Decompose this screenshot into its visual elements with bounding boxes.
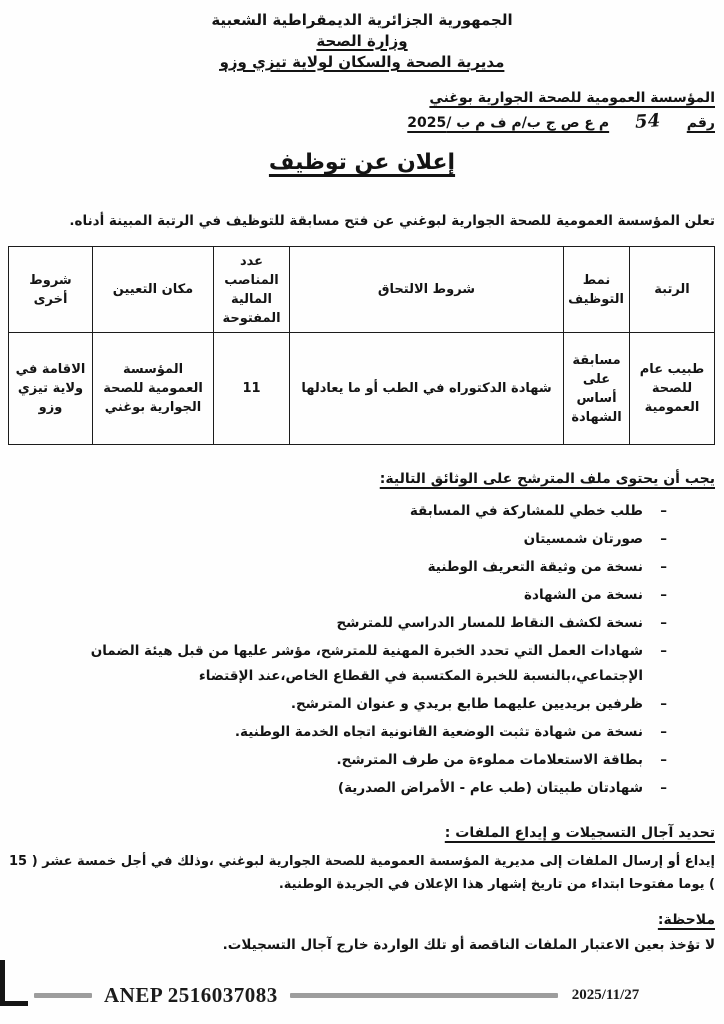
cell-other: الاقامة في ولاية تيزي وزو (9, 333, 93, 445)
list-item: – طلب خطي للمشاركة في المسابقة (9, 499, 667, 524)
list-item: – بطاقة الاستعلامات مملوءة من طرف المترشح. (9, 748, 667, 773)
list-item: – نسخة من شهادة تثبت الوضعية القانونية اتجاه الخدمة الوطنية. (9, 720, 667, 745)
scan-corner-mark-horizontal (0, 1001, 28, 1006)
list-item: – شهادات العمل التي تحدد الخبرة المهنية للمترشح، مؤشر عليها من قبل هيئة الضمان الإجتماعي،بالنسبة للخبرة المكتسبة في القطاع الخاص،عند الإقتضاء (9, 639, 667, 689)
government-header (9, 10, 715, 73)
list-item: – ظرفين بريديين عليهما طابع بريدي و عنوان المترشح. (9, 692, 667, 717)
documents-section-heading: يجب أن يحتوى ملف المترشح على الوثائق التالية: (379, 471, 715, 487)
col-header-location: مكان التعيين (93, 247, 214, 333)
list-item: – صورتان شمسيتان (9, 527, 667, 552)
cell-positions: 11 (214, 333, 290, 445)
establishment-name: المؤسسة العمومية للصحة الجوارية بوغني (429, 90, 715, 106)
publication-date: 2025/11/27 (571, 986, 640, 1003)
intro-paragraph: تعلن المؤسسة العمومية للصحة الجوارية لبوغني عن فتح مسابقة للتوظيف في الرتبة المبينة أدناه. (69, 213, 715, 229)
footer-rule-right (290, 993, 558, 998)
col-header-rank: الرتبة (630, 247, 715, 333)
anep-number: ANEP 2516037083 (104, 982, 278, 1007)
note-heading: ملاحظة: (657, 912, 715, 928)
list-item: – نسخة من وثيقة التعريف الوطنية (9, 555, 667, 580)
cell-conditions: شهادة الدكتوراه في الطب أو ما يعادلها (290, 333, 564, 445)
deadlines-paragraph: إيداع أو إرسال الملفات إلى مديرية المؤسسة العمومية للصحة الجوارية لبوغني ،وذلك في أجل خمسة عشر ( 15 ) يوما مفتوحا ابتداء من تاريخ إشهار هذا الإعلان في الجريدة الوطنية. (9, 854, 715, 892)
cell-location: المؤسسة العمومية للصحة الجوارية بوغني (93, 333, 214, 445)
footer-rule-left (34, 993, 92, 998)
col-header-conditions: شروط الالتحاق (290, 247, 564, 333)
page-title: إعلان عن توظيف (268, 150, 456, 175)
reference-number-code: م ع ص ج ب/م ف م ب /2025 (407, 115, 610, 131)
col-header-mode: نمط التوظيف (564, 247, 630, 333)
col-header-positions: عدد المناصب المالية المفتوحة (214, 247, 290, 333)
reference-number-label: رقم (686, 115, 715, 131)
col-header-other: شروط أخرى (9, 247, 93, 333)
deadlines-section-heading: تحديد آجال التسجيلات و إيداع الملفات : (444, 825, 715, 841)
reference-number-line (9, 110, 715, 135)
footer (0, 978, 724, 1012)
scan-corner-mark-vertical (0, 960, 5, 1006)
note-paragraph: لا تؤخذ بعين الاعتبار الملفات الناقصة أو تلك الواردة خارج آجال التسجيلات. (222, 937, 715, 953)
required-documents-list (9, 499, 667, 801)
cell-rank: طبيب عام للصحة العمومية (630, 333, 715, 445)
ministry-title: وزارة الصحة (316, 32, 408, 50)
vacancy-table (8, 246, 715, 445)
directorate-title: مديرية الصحة والسكان لولاية تيزي وزو (219, 53, 505, 71)
table-row (9, 333, 715, 445)
republic-title: الجمهورية الجزائرية الديمقراطية الشعبية (211, 11, 513, 29)
reference-block (9, 86, 715, 135)
list-item: – شهادتان طبيتان (طب عام - الأمراض الصدرية) (9, 776, 667, 801)
table-header-row (9, 247, 715, 333)
cell-mode: مسابقة على أساس الشهادة (564, 333, 630, 445)
list-item: – نسخة من الشهادة (9, 583, 667, 608)
list-item: – نسخة لكشف النقاط للمسار الدراسي للمترشح (9, 611, 667, 636)
reference-number-handwritten: 54 (634, 110, 662, 133)
